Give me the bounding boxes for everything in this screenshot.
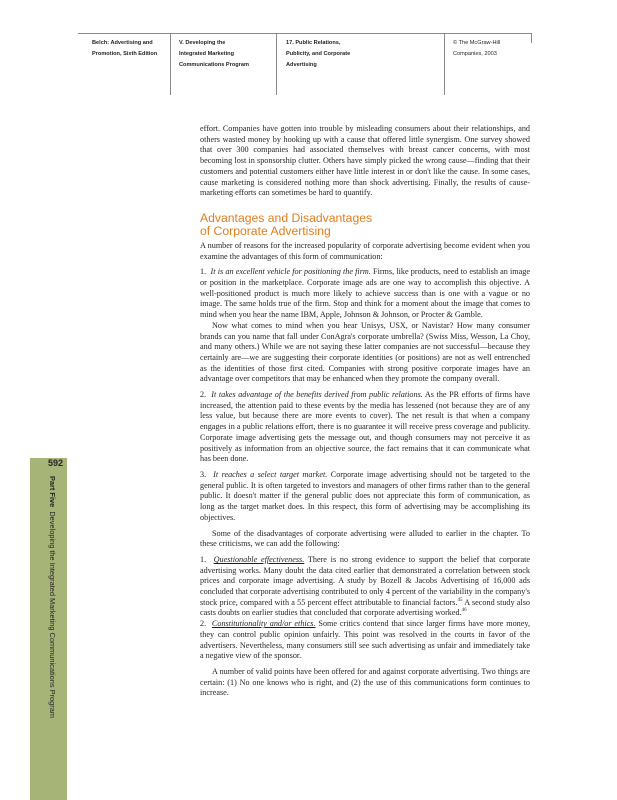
paragraph: A number of reasons for the increased popularity of corporate advertising become evident when you examine the advantages of this form of communication: [200,240,530,261]
header-text: Integrated Marketing [179,50,235,57]
header-text: © The McGraw-Hill [453,40,501,46]
list-item: 3. It reaches a select target market. Corporate image advertising should not be targeted to the general public. It is often targeted to investors and managers of other firms rather than to the general public. It doesn't matter if the general public does not appreciate this form of communication, as long as the target market does. In this respect, this form of advertising may be accomplishing its objectives. [200,469,530,522]
part-title: Developing the Integrated Marketing Communications Program [48,511,57,718]
header-text: Companies, 2003 [453,50,497,57]
paragraph: Some of the disadvantages of corporate advertising were alluded to earlier in the chapter. To these criticisms, we can add the following: [200,528,530,549]
list-item: 2. It takes advantage of the benefits derived from public relations. As the PR efforts of firms have increased, the attention paid to these events by the media has lessened (not because they are of any less value, but because there are more events to cover). The net result is that when a company engages in a public relations effort, there is no guarantee it will receive press coverage and publicity. Corporate image advertising gets the message out, and though consumers may not perceive it as positively as information from an objective source, the fact remains that it can communicate what has been done. [200,390,531,464]
header-part-title [179,38,249,70]
header-copyright [453,38,500,60]
paragraph: effort. Companies have gotten into trouble by misleading consumers about their relationships, and others wasted money by hooking up with a cause that offered little synergism. One survey showed that over 300 companies had associated themselves with breast cancer concerns, with most becoming lost in sponsorship clutter. Others have simply picked the wrong cause—finding that their customers and potential customers either have little interest in or don't like the cause. In some cases, cause marketing is considered nothing more than shock advertising. Finally, the results of cause-marketing efforts can sometimes be hard to quantify. [200,124,530,198]
header-divider [531,33,532,43]
header-text: Advertising [286,61,317,68]
page-number: 592 [48,458,64,468]
part-label: Part Five [48,476,57,508]
list-item: 1. It is an excellent vehicle for positioning the firm. Firms, like products, need to establish an image or position in the marketplace. Corporate image ads are one way to accomplish this objective. A well-positioned product is much more likely to achieve success than is one with a vague or no image. The same holds true of the firm. Stop and think for a moment about the image that comes to mind when you hear the name IBM, Apple, Johnson & Johnson, or Procter & Gamble. [200,267,530,320]
list-item: 2. Constitutionality and/or ethics. Some critics contend that since larger firms have more money, they can control public opinion unfairly. This point was resolved in the courts in favor of the advertisers. Nevertheless, many consumers still see such advertising as unfair and immediately take a negative view of the sponsor. [200,619,530,661]
heading-line: of Corporate Advertising [200,224,331,239]
sidebar-running-title [48,476,57,718]
header-text: V. Developing the [179,40,226,46]
list-item: 1. Questionable effectiveness. There is no strong evidence to support the belief that corporate advertising works. Many doubt the data cited earlier that demonstrated a correlation between stock prices and corporate image advertising. A study by Bozell & Jacobs Advertising of 16,000 ads concluded that corporate advertising contributed to only 4 percent of the variability in the company's stock price, compared with a 55 percent effect attributable to financial factors.$^{45}$ A second study also casts doubts on earlier studies that concluded that corporate advertising worked.$^{46}$ [200,554,530,618]
header-text: Communications Program [179,61,249,68]
heading-line: Advantages and Disadvantages [200,210,373,225]
main-text [200,124,530,699]
header-divider [170,33,171,95]
paragraph: Now what comes to mind when you hear Unisys, USX, or Navistar? How many consumer brands can you name that fall under ConAgra's corporate umbrella? (Swiss Miss, Wesson, La Choy, and many others.) While we are not saying these latter companies are not successful—because they certainly are—we are suggesting their corporate identities (or positions) are not as well entrenched as the identities of those first cited. Companies with strong positive corporate images have an advantage over competitors that may be enhanced when they promote the company overall. [200,320,530,384]
header-text: Promotion, Sixth Edition [92,50,158,57]
paragraph: A number of valid points have been offered for and against corporate advertising. Two things are certain: (1) No one knows who is right, and (2) the use of this communications form continues to increase. [200,666,530,698]
footnote-ref: 45 [457,597,463,603]
header-chapter-title [286,38,350,70]
footnote-ref: 46 [461,608,467,614]
header-divider [276,33,277,95]
header-divider [444,33,445,95]
header-book-title [92,38,157,60]
header-text: 17. Public Relations, [286,40,341,46]
header-rule [78,33,532,34]
header-text: Publicity, and Corporate [286,50,351,57]
section-heading [200,212,530,239]
header-text: Belch: Advertising and [92,40,153,46]
